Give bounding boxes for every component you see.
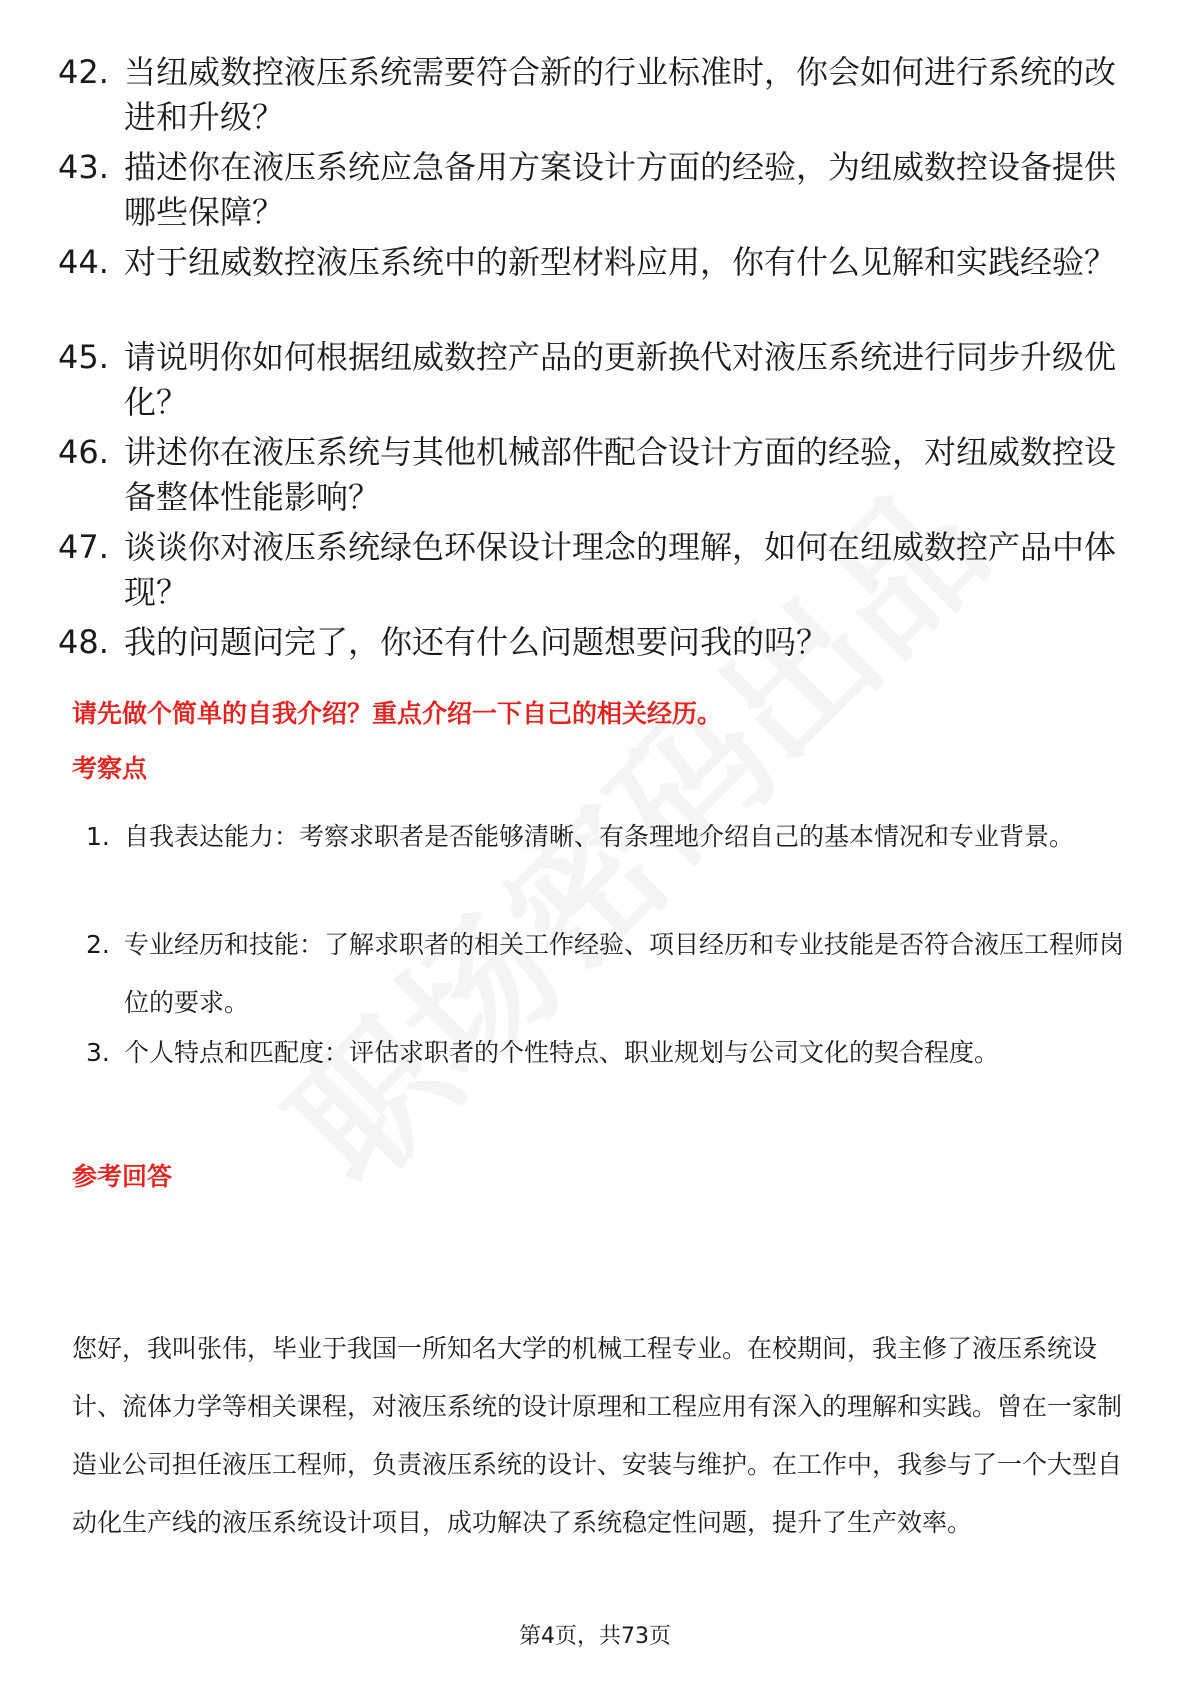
point-number: 1. (86, 822, 110, 851)
question-item (58, 145, 1133, 235)
question-number: 46. (58, 433, 109, 471)
point-number: 2. (86, 930, 110, 959)
question-item (58, 335, 1133, 425)
page-footer: 第4页，共73页 (519, 1624, 671, 1649)
question-text: 我的问题问完了，你还有什么问题想要问我的吗？ (124, 623, 829, 661)
question-number: 48. (58, 623, 109, 661)
assessment-label: 考察点 (72, 754, 148, 783)
question-number: 45. (58, 338, 109, 376)
point-number: 3. (86, 1038, 110, 1067)
question-text: 描述你在液压系统应急备用方案设计方面的经验，为纽威数控设备提供哪些保障？ (124, 148, 1117, 231)
assessment-point (86, 1024, 1126, 1082)
question-number: 42. (58, 53, 109, 91)
featured-question: 请先做个简单的自我介绍？重点介绍一下自己的相关经历。 (72, 699, 723, 728)
question-text: 当纽威数控液压系统需要符合新的行业标准时，你会如何进行系统的改进和升级？ (124, 53, 1117, 136)
question-text: 对于纽威数控液压系统中的新型材料应用，你有什么见解和实践经验？ (124, 243, 1117, 281)
question-item (58, 240, 1133, 285)
reference-label: 参考回答 (72, 1162, 173, 1191)
question-number: 43. (58, 148, 109, 186)
question-item (58, 620, 1133, 665)
question-item (58, 50, 1133, 140)
point-text: 自我表达能力：考察求职者是否能够清晰、有条理地介绍自己的基本情况和专业背景。 (124, 822, 1075, 851)
point-text: 专业经历和技能：了解求职者的相关工作经验、项目经历和专业技能是否符合液压工程师岗位的要求。 (124, 930, 1125, 1017)
reference-answer: 您好，我叫张伟，毕业于我国一所知名大学的机械工程专业。在校期间，我主修了液压系统设计、流体力学等相关课程，对液压系统的设计原理和工程应用有深入的理解和实践。曾在一家制造业公司担任液压工程师，负责液压系统的设计、安装与维护。在工作中，我参与了一个大型自动化生产线的液压系统设计项目，成功解决了系统稳定性问题，提升了生产效率。 (72, 1334, 1123, 1537)
question-text: 谈谈你对液压系统绿色环保设计理念的理解，如何在纽威数控产品中体现？ (124, 528, 1117, 611)
assessment-point (86, 808, 1126, 866)
question-number: 44. (58, 243, 109, 281)
question-item (58, 525, 1133, 615)
point-text: 个人特点和匹配度：评估求职者的个性特点、职业规划与公司文化的契合程度。 (124, 1038, 1000, 1067)
question-item (58, 430, 1133, 520)
assessment-point (86, 916, 1126, 1032)
question-text: 讲述你在液压系统与其他机械部件配合设计方面的经验，对纽威数控设备整体性能影响？ (124, 433, 1117, 516)
question-number: 47. (58, 528, 109, 566)
question-text: 请说明你如何根据纽威数控产品的更新换代对液压系统进行同步升级优化？ (124, 338, 1117, 421)
